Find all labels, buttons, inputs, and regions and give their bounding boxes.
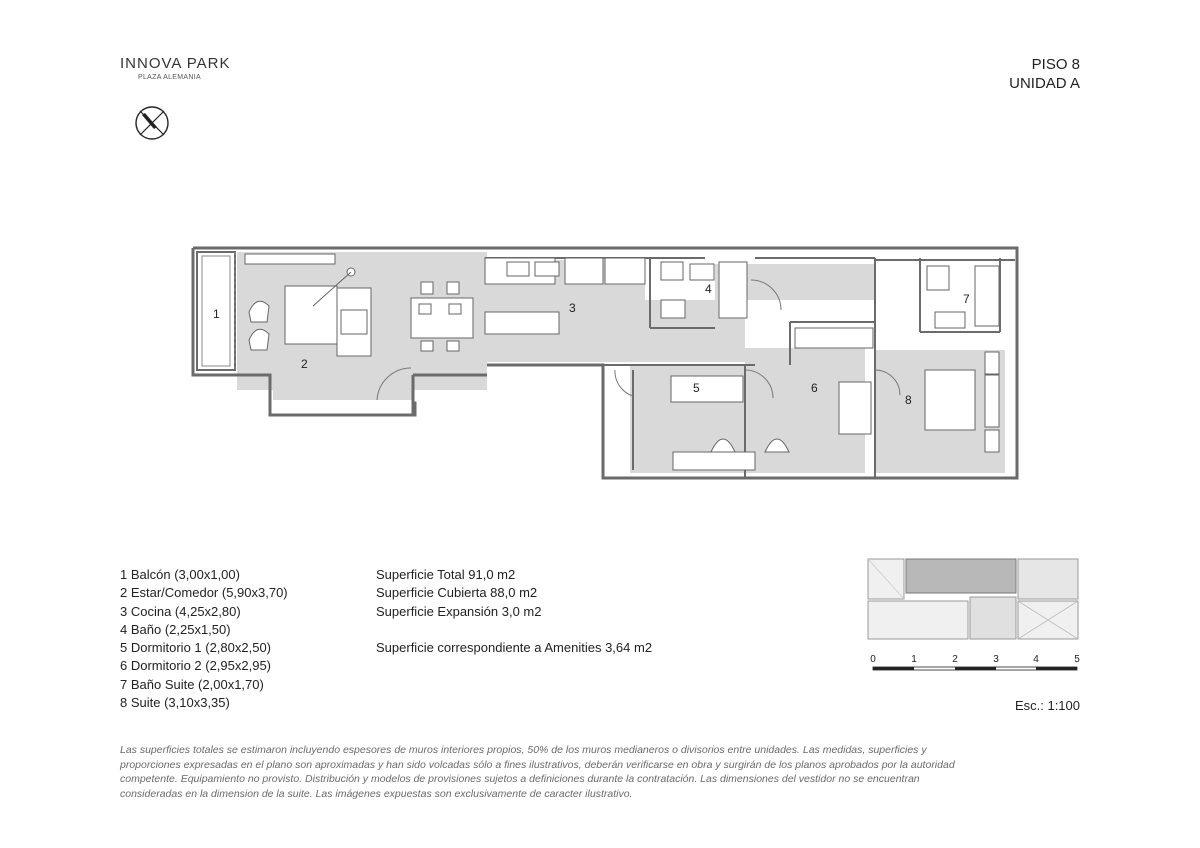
scale-tick-label: 4 <box>1033 654 1039 665</box>
room-label-4: 4 <box>705 282 712 296</box>
floor-label: PISO 8 <box>1031 56 1080 73</box>
list-item: 1 Balcón (3,00x1,00) <box>120 567 240 582</box>
list-item: 5 Dormitorio 1 (2,80x2,50) <box>120 640 272 656</box>
list-item: 3 Cocina (4,25x2,80) <box>120 603 241 619</box>
floor-unit-title <box>1009 55 1080 93</box>
scale-tick-label: 5 <box>1074 654 1080 665</box>
brand-name: INNOVA PARK <box>120 55 231 72</box>
room-label-3: 3 <box>569 301 576 315</box>
disclaimer-text: Las superficies totales se estimaron incluyendo espesores de muros interiores propios, 50% de los muros medianeros o divisorios entre unidades. Las medidas, superficies y proporciones expresadas en el plano son aproximadas y han sido volcadas sólo a fines ilustrativos, deberán verificarse en obra y surgirán de los planos aprobados por la autoridad competente. Equipamiento no provisto. Distribución y modelos de provisiones sujetos a definiciones durante la contratación. Las dimensiones del vestidor no se encuentran consideradas en la dimension de la suite. Las imágenes expuestas son exclusivamente de caracter ilustrativo. <box>120 744 955 800</box>
scale-tick-label: 0 <box>870 654 876 665</box>
floor-fill <box>237 252 1005 473</box>
scale-label: Esc.: 1:100 <box>1014 698 1080 713</box>
scale-tick-label: 1 <box>911 654 917 665</box>
room-label-1: 1 <box>213 307 220 321</box>
area-summary <box>376 566 652 657</box>
scale-bar <box>866 652 1084 682</box>
area-total: Superficie Total 91,0 m2 <box>376 567 516 582</box>
room-list <box>120 566 288 712</box>
area-cubierta: Superficie Cubierta 88,0 m2 <box>376 585 538 601</box>
area-amenities: Superficie correspondiente a Amenities 3,64 m2 <box>376 639 653 655</box>
scale-tick-label: 3 <box>993 654 999 665</box>
floor-plan <box>185 240 1025 500</box>
scale-tick-label: 2 <box>952 654 958 665</box>
list-item: 2 Estar/Comedor (5,90x3,70) <box>120 585 288 601</box>
list-item: 4 Baño (2,25x1,50) <box>120 621 231 637</box>
room-label-6: 6 <box>811 381 818 395</box>
list-item: 6 Dormitorio 2 (2,95x2,95) <box>120 658 272 674</box>
room-label-5: 5 <box>693 381 700 395</box>
brand-subtitle: PLAZA ALEMANIA <box>138 74 201 81</box>
area-expansion: Superficie Expansión 3,0 m2 <box>376 603 542 619</box>
list-item: 8 Suite (3,10x3,35) <box>120 695 230 711</box>
key-plan-thumbnail <box>866 557 1080 641</box>
room-label-8: 8 <box>905 393 912 407</box>
room-label-2: 2 <box>301 357 308 371</box>
unit-label: UNIDAD A <box>1009 75 1080 92</box>
north-compass-icon <box>134 105 170 141</box>
list-item: 7 Baño Suite (2,00x1,70) <box>120 676 264 692</box>
room-label-7: 7 <box>963 292 970 306</box>
